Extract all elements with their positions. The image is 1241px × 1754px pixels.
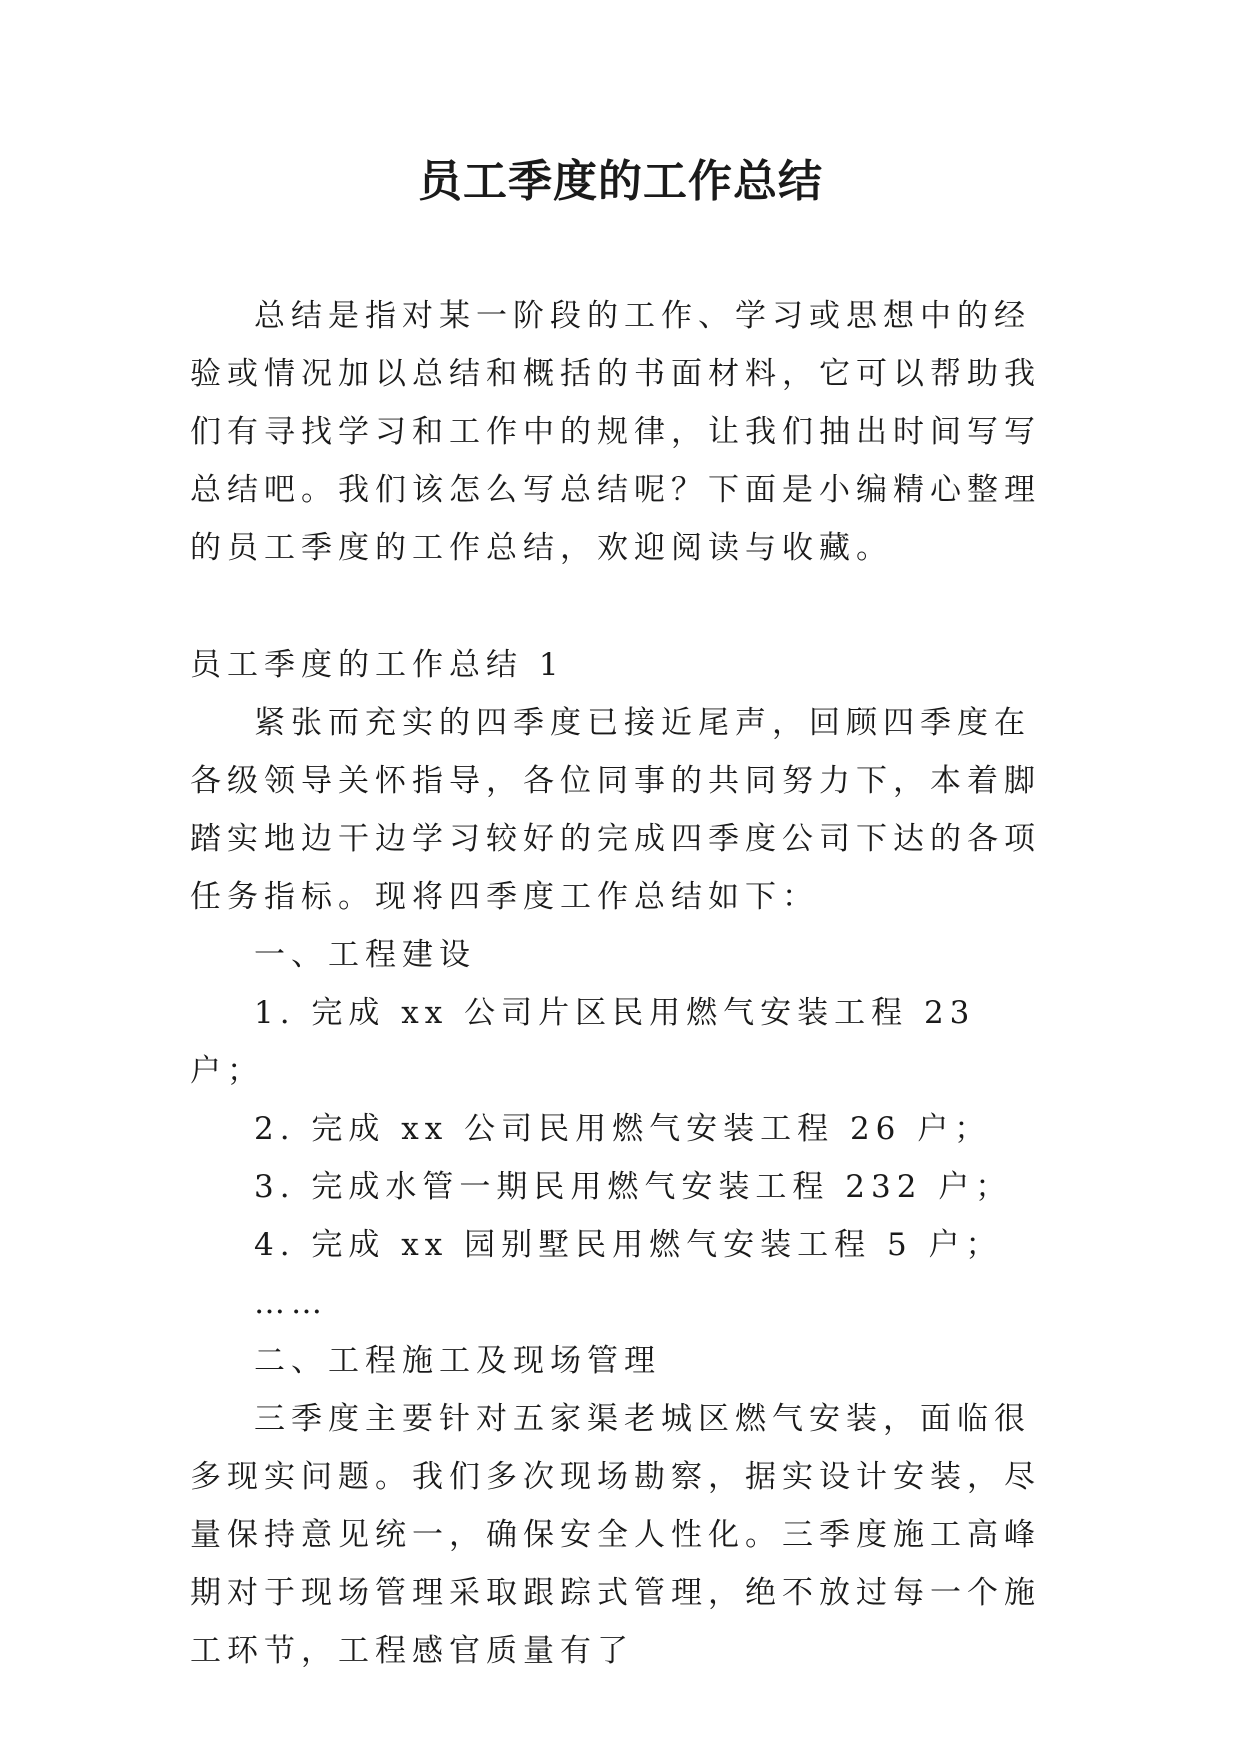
page-title: 员工季度的工作总结 bbox=[418, 156, 823, 207]
part-2-heading: 二、工程施工及现场管理 bbox=[254, 1343, 661, 1379]
list-item: 3. 完成水管一期民用燃气安装工程 232 户； bbox=[254, 1169, 1013, 1205]
list-item: 2. 完成 xx 公司民用燃气安装工程 26 户； bbox=[254, 1111, 992, 1147]
list-item: 1. 完成 xx 公司片区民用燃气安装工程 23 户； bbox=[190, 995, 976, 1089]
part-2-paragraph: 三季度主要针对五家渠老城区燃气安装，面临很多现实问题。我们多次现场勘察，据实设计安装，尽量保持意见统一，确保安全人性化。三季度施工高峰期对于现场管理采取跟踪式管理，绝不放过每一个施工环节，工程感官质量有了 bbox=[190, 1401, 1041, 1669]
section-1 bbox=[190, 636, 1056, 1680]
section-heading: 员工季度的工作总结 1 bbox=[190, 647, 565, 683]
ellipsis: …… bbox=[254, 1285, 328, 1321]
intro-section bbox=[190, 287, 1056, 577]
list-item: 4. 完成 xx 园别墅民用燃气安装工程 5 户； bbox=[254, 1227, 1003, 1263]
intro-paragraph: 总结是指对某一阶段的工作、学习或思想中的经验或情况加以总结和概括的书面材料，它可以帮助我们有寻找学习和工作中的规律，让我们抽出时间写写总结吧。我们该怎么写总结呢？下面是小编精心整理的员工季度的工作总结，欢迎阅读与收藏。 bbox=[190, 298, 1041, 566]
part-1-heading: 一、工程建设 bbox=[254, 937, 476, 973]
section-opening-paragraph: 紧张而充实的四季度已接近尾声，回顾四季度在各级领导关怀指导，各位同事的共同努力下，本着脚踏实地边干边学习较好的完成四季度公司下达的各项任务指标。现将四季度工作总结如下： bbox=[190, 705, 1041, 915]
